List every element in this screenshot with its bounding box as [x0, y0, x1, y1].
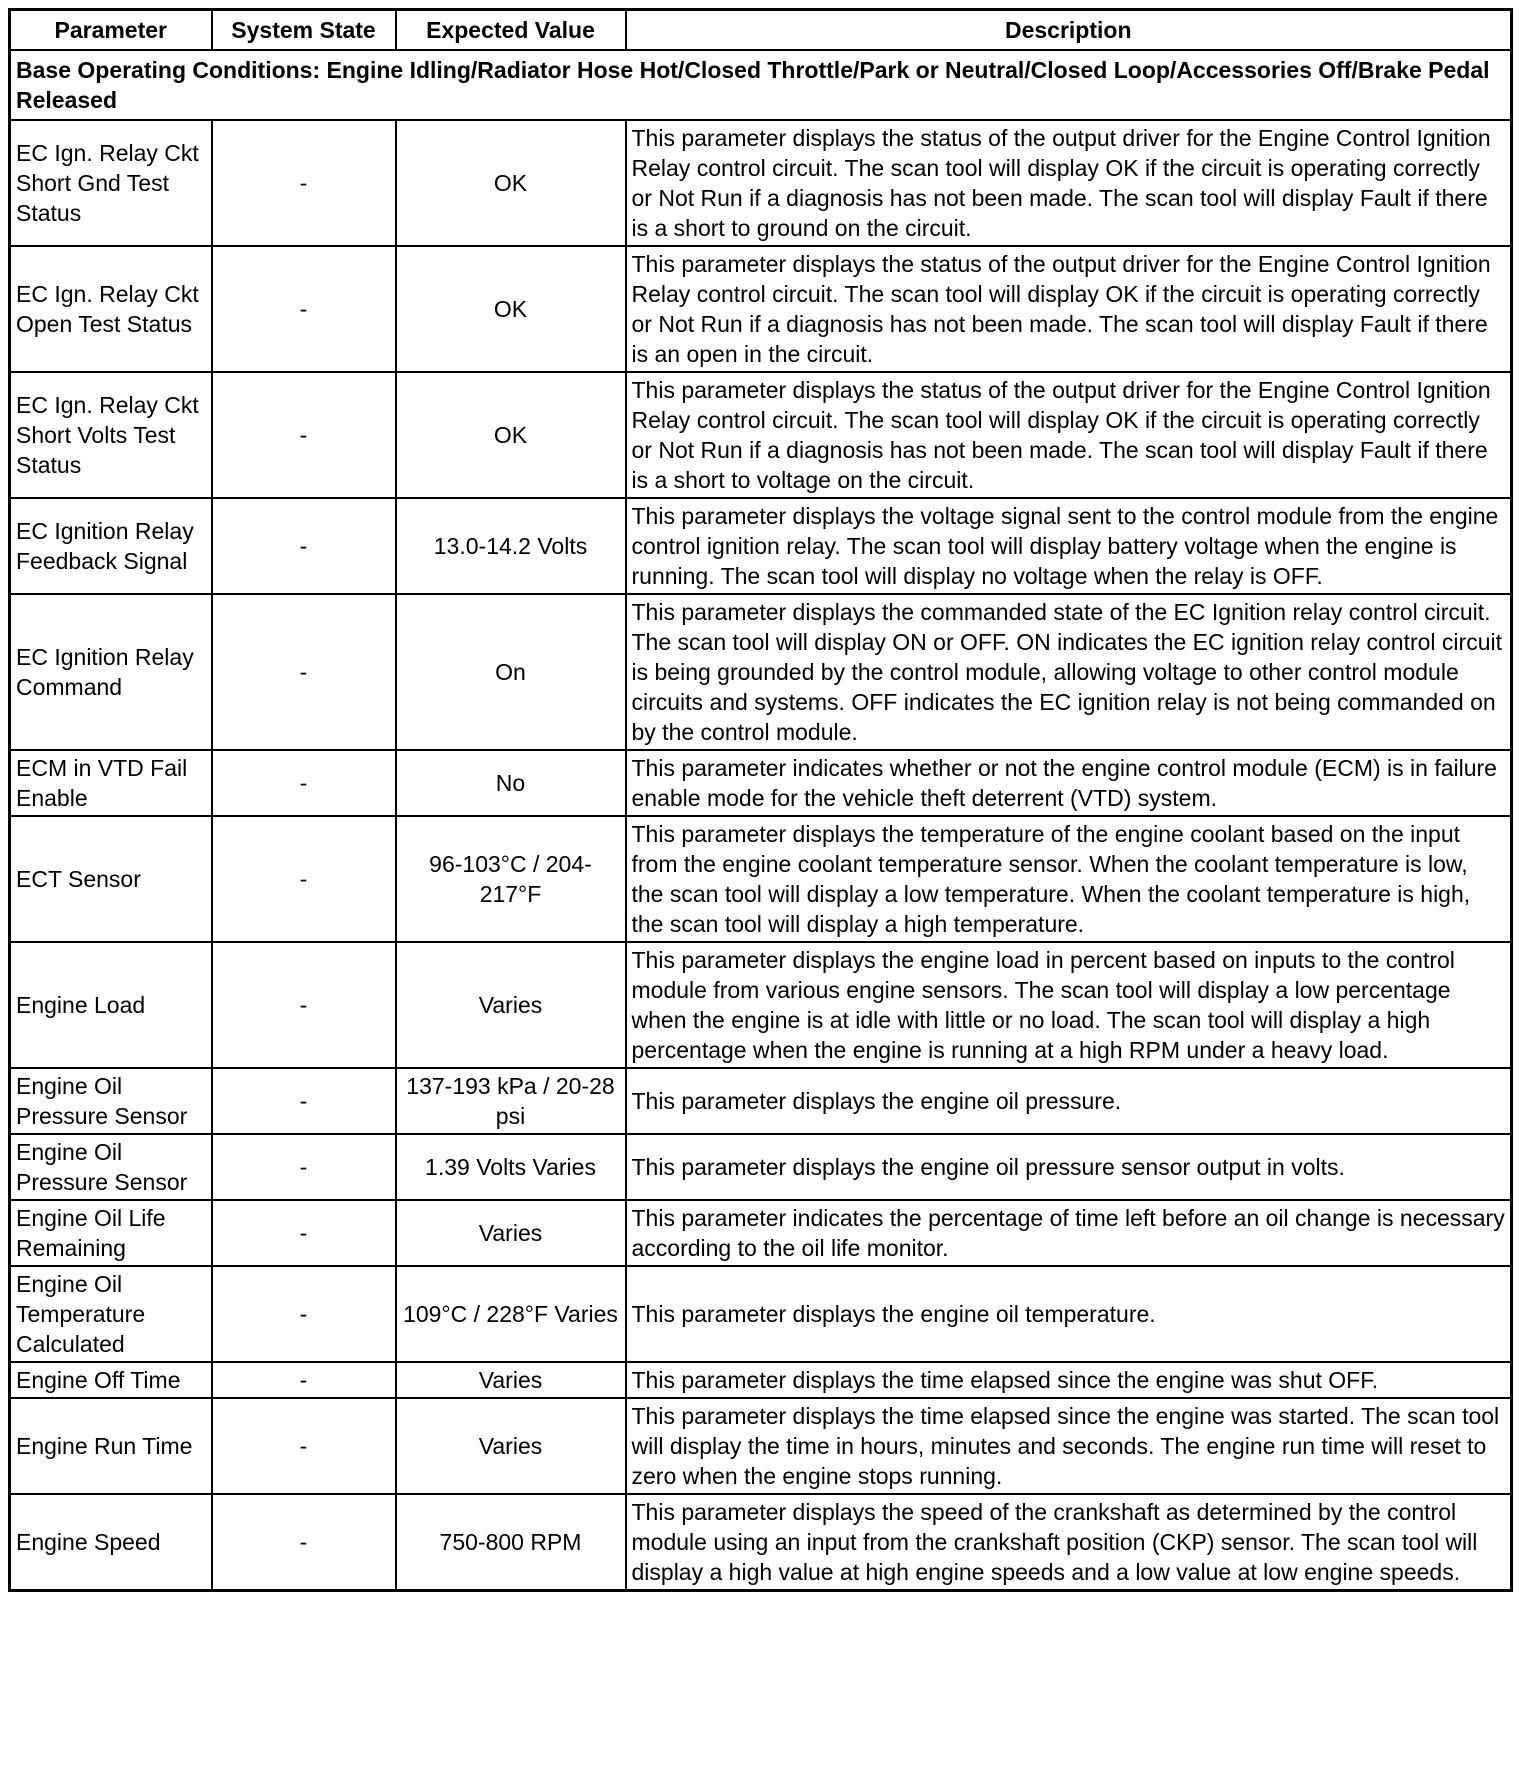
- table-row: [10, 1266, 1512, 1362]
- system-state-cell: -: [212, 816, 396, 942]
- system-state-cell: -: [212, 942, 396, 1068]
- document-page: [8, 8, 1510, 1592]
- parameter-cell: EC Ign. Relay Ckt Open Test Status: [10, 246, 212, 372]
- description-cell: This parameter displays the voltage signal sent to the control module from the engine control ignition relay. The scan tool will display battery voltage when the engine is running. The scan tool will display no voltage when the relay is OFF.: [626, 498, 1512, 594]
- expected-value-cell: Varies: [396, 1398, 626, 1494]
- system-state-cell: -: [212, 1068, 396, 1134]
- parameter-cell: Engine Oil Pressure Sensor: [10, 1134, 212, 1200]
- description-cell: This parameter displays the status of the output driver for the Engine Control Ignition Relay control circuit. The scan tool will display OK if the circuit is operating correctly or Not Run if a diagnosis has not been made. The scan tool will display Fault if there is a short to voltage on the circuit.: [626, 372, 1512, 498]
- description-cell: This parameter displays the commanded state of the EC Ignition relay control circuit. The scan tool will display ON or OFF. ON indicates the EC ignition relay control circuit is being grounded by the control module, allowing voltage to other control module circuits and systems. OFF indicates the EC ignition relay is not being commanded on by the control module.: [626, 594, 1512, 750]
- parameter-cell: Engine Speed: [10, 1494, 212, 1591]
- description-cell: This parameter displays the engine oil pressure.: [626, 1068, 1512, 1134]
- expected-value-cell: 96-103°C / 204-217°F: [396, 816, 626, 942]
- description-cell: This parameter displays the time elapsed since the engine was started. The scan tool will display the time in hours, minutes and seconds. The engine run time will reset to zero when the engine stops running.: [626, 1398, 1512, 1494]
- parameter-cell: Engine Run Time: [10, 1398, 212, 1494]
- parameter-cell: ECT Sensor: [10, 816, 212, 942]
- expected-value-cell: 1.39 Volts Varies: [396, 1134, 626, 1200]
- system-state-cell: -: [212, 1362, 396, 1398]
- table-row: [10, 594, 1512, 750]
- description-cell: This parameter displays the speed of the crankshaft as determined by the control module using an input from the crankshaft position (CKP) sensor. The scan tool will display a high value at high engine speeds and a low value at low engine speeds.: [626, 1494, 1512, 1591]
- expected-value-cell: Varies: [396, 942, 626, 1068]
- parameter-cell: ECM in VTD Fail Enable: [10, 750, 212, 816]
- system-state-cell: -: [212, 372, 396, 498]
- base-operating-conditions: Base Operating Conditions: Engine Idling/Radiator Hose Hot/Closed Throttle/Park or Neutral/Closed Loop/Accessories Off/Brake Pedal Released: [10, 50, 1512, 120]
- table-row: [10, 120, 1512, 246]
- expected-value-cell: 137-193 kPa / 20-28 psi: [396, 1068, 626, 1134]
- system-state-cell: -: [212, 1494, 396, 1591]
- expected-value-cell: On: [396, 594, 626, 750]
- description-cell: This parameter displays the engine oil pressure sensor output in volts.: [626, 1134, 1512, 1200]
- header-parameter: Parameter: [10, 10, 212, 51]
- system-state-cell: -: [212, 1134, 396, 1200]
- expected-value-cell: 109°C / 228°F Varies: [396, 1266, 626, 1362]
- table-row: [10, 246, 1512, 372]
- description-cell: This parameter displays the engine load in percent based on inputs to the control module from various engine sensors. The scan tool will display a low percentage when the engine is at idle with little or no load. The scan tool will display a high percentage when the engine is running at a high RPM under a heavy load.: [626, 942, 1512, 1068]
- expected-value-cell: 13.0-14.2 Volts: [396, 498, 626, 594]
- description-cell: This parameter displays the status of the output driver for the Engine Control Ignition Relay control circuit. The scan tool will display OK if the circuit is operating correctly or Not Run if a diagnosis has not been made. The scan tool will display Fault if there is an open in the circuit.: [626, 246, 1512, 372]
- expected-value-cell: OK: [396, 372, 626, 498]
- table-row: [10, 372, 1512, 498]
- expected-value-cell: Varies: [396, 1200, 626, 1266]
- table-row: [10, 750, 1512, 816]
- table-row: [10, 816, 1512, 942]
- parameter-cell: EC Ignition Relay Feedback Signal: [10, 498, 212, 594]
- expected-value-cell: OK: [396, 120, 626, 246]
- parameter-cell: Engine Load: [10, 942, 212, 1068]
- expected-value-cell: No: [396, 750, 626, 816]
- expected-value-cell: 750-800 RPM: [396, 1494, 626, 1591]
- description-cell: This parameter displays the time elapsed since the engine was shut OFF.: [626, 1362, 1512, 1398]
- parameter-cell: Engine Oil Life Remaining: [10, 1200, 212, 1266]
- header-description: Description: [626, 10, 1512, 51]
- table-row: [10, 1362, 1512, 1398]
- header-system-state: System State: [212, 10, 396, 51]
- expected-value-cell: OK: [396, 246, 626, 372]
- description-cell: This parameter displays the temperature of the engine coolant based on the input from the engine coolant temperature sensor. When the coolant temperature is low, the scan tool will display a low temperature. When the coolant temperature is high, the scan tool will display a high temperature.: [626, 816, 1512, 942]
- system-state-cell: -: [212, 750, 396, 816]
- parameter-cell: EC Ign. Relay Ckt Short Gnd Test Status: [10, 120, 212, 246]
- description-cell: This parameter indicates the percentage of time left before an oil change is necessary according to the oil life monitor.: [626, 1200, 1512, 1266]
- parameter-cell: EC Ignition Relay Command: [10, 594, 212, 750]
- description-cell: This parameter indicates whether or not the engine control module (ECM) is in failure enable mode for the vehicle theft deterrent (VTD) system.: [626, 750, 1512, 816]
- description-cell: This parameter displays the engine oil temperature.: [626, 1266, 1512, 1362]
- system-state-cell: -: [212, 1200, 396, 1266]
- conditions-row: [10, 50, 1512, 120]
- parameter-cell: Engine Oil Temperature Calculated: [10, 1266, 212, 1362]
- system-state-cell: -: [212, 246, 396, 372]
- system-state-cell: -: [212, 1266, 396, 1362]
- header-row: [10, 10, 1512, 51]
- description-cell: This parameter displays the status of the output driver for the Engine Control Ignition Relay control circuit. The scan tool will display OK if the circuit is operating correctly or Not Run if a diagnosis has not been made. The scan tool will display Fault if there is a short to ground on the circuit.: [626, 120, 1512, 246]
- system-state-cell: -: [212, 594, 396, 750]
- table-row: [10, 498, 1512, 594]
- system-state-cell: -: [212, 1398, 396, 1494]
- parameter-cell: Engine Off Time: [10, 1362, 212, 1398]
- table-row: [10, 942, 1512, 1068]
- header-expected-value: Expected Value: [396, 10, 626, 51]
- table-row: [10, 1494, 1512, 1591]
- expected-value-cell: Varies: [396, 1362, 626, 1398]
- parameter-cell: EC Ign. Relay Ckt Short Volts Test Status: [10, 372, 212, 498]
- system-state-cell: -: [212, 498, 396, 594]
- system-state-cell: -: [212, 120, 396, 246]
- table-row: [10, 1200, 1512, 1266]
- parameter-cell: Engine Oil Pressure Sensor: [10, 1068, 212, 1134]
- parameter-table: [8, 8, 1513, 1592]
- table-row: [10, 1068, 1512, 1134]
- table-row: [10, 1134, 1512, 1200]
- table-row: [10, 1398, 1512, 1494]
